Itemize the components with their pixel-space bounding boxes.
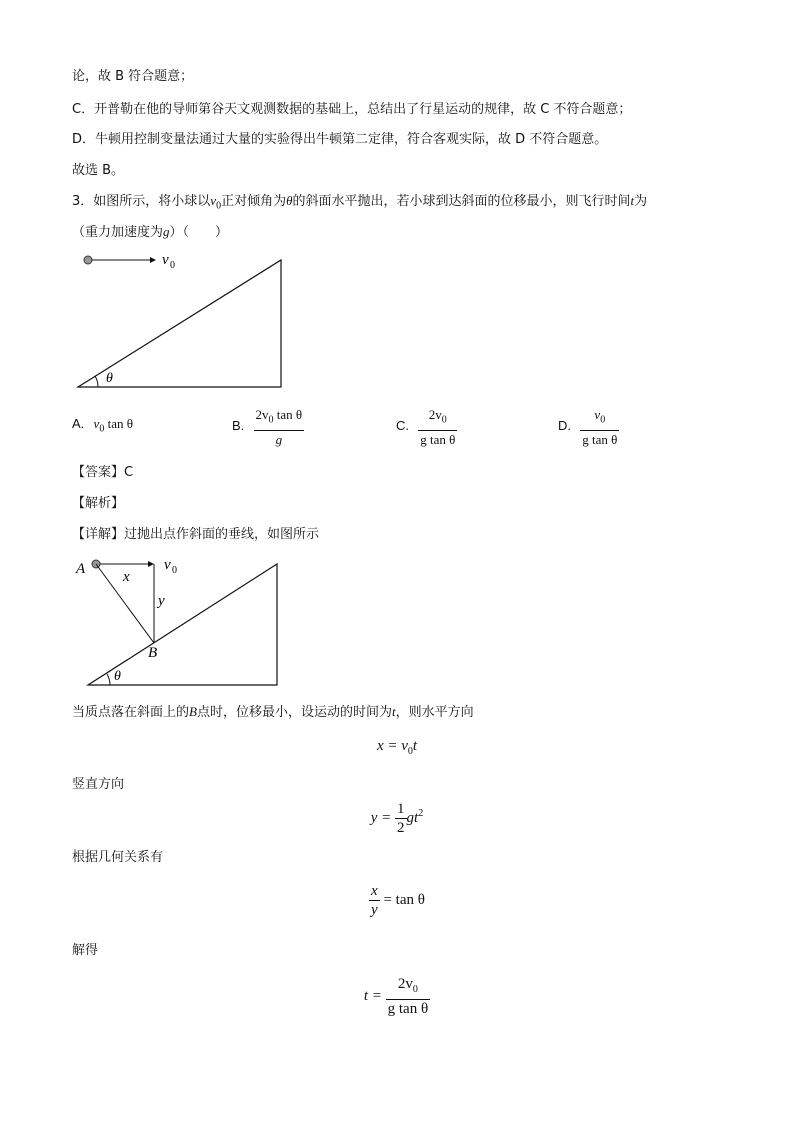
- velocity-arrowhead: [150, 257, 156, 263]
- option-a-label: A.: [72, 416, 85, 431]
- option-b-num-b: tan θ: [273, 407, 303, 422]
- option-b-den: g: [275, 431, 283, 447]
- fig1-v-sub: 0: [170, 260, 175, 271]
- eq3-num: x: [371, 883, 378, 899]
- answer-tag: 【答案】: [72, 465, 125, 480]
- option-b-num-a: 2v: [255, 407, 269, 422]
- eq3-fraction: [369, 882, 380, 919]
- solution-t: t: [391, 704, 396, 719]
- eq4-num-a: 2v: [397, 976, 413, 992]
- fig2-label-a: A: [76, 561, 86, 577]
- question-v: v: [210, 193, 217, 208]
- eq1-lhs: x = v: [376, 738, 408, 754]
- text-line-option-c: C．开普勒在他的导师第谷天文观测数据的基础上，总结出了行星运动的规律，故 C 不符合题意；: [72, 102, 632, 117]
- eq2-lhs: y =: [370, 809, 396, 826]
- figure-incline-1: [70, 248, 300, 393]
- eq4-num-sub: 0: [412, 984, 418, 995]
- eq1-sub: 0: [407, 746, 413, 757]
- option-b[interactable]: [232, 406, 304, 449]
- text-line-conclusion: 故选 B。: [72, 163, 125, 178]
- option-b-fraction: [254, 406, 305, 449]
- eq3-rest: = tan θ: [379, 891, 425, 908]
- solution-text-a: 当质点落在斜面上的: [72, 705, 190, 720]
- solution-line-2: 竖直方向: [72, 777, 125, 792]
- equation-horizontal: [0, 738, 794, 757]
- option-c-num-a: 2v: [428, 407, 442, 422]
- eq1-t: t: [412, 738, 418, 754]
- eq4-fraction: [386, 975, 431, 1018]
- eq4-lhs: t =: [363, 987, 386, 1004]
- angle-arc-2: [107, 674, 110, 685]
- analysis-line: [72, 495, 124, 513]
- fig1-theta-label: θ: [106, 371, 113, 386]
- option-c-label: C.: [396, 418, 409, 434]
- option-c-den: g tan θ: [420, 431, 456, 447]
- eq2-sup: 2: [418, 807, 424, 819]
- option-d[interactable]: [558, 406, 619, 449]
- option-a[interactable]: [72, 416, 133, 435]
- solution-line-3: 根据几何关系有: [72, 850, 164, 865]
- eq2-num: 1: [397, 801, 405, 817]
- angle-arc: [95, 376, 98, 387]
- option-a-v: v: [93, 416, 100, 431]
- option-d-fraction: [580, 406, 619, 449]
- eq2-fraction: [395, 800, 407, 837]
- option-d-num-a: v: [594, 407, 601, 422]
- solution-line-4: 解得: [72, 943, 99, 958]
- analysis-tag: 【解析】: [72, 496, 125, 511]
- option-a-sub: 0: [99, 423, 105, 435]
- x-arrowhead: [148, 561, 154, 567]
- fig1-v-label: v: [162, 252, 169, 268]
- option-d-num-sub: 0: [600, 414, 606, 426]
- answer-line: [72, 464, 133, 482]
- option-c-num-sub: 0: [441, 414, 447, 426]
- solution-text-d: ，则水平方向: [395, 705, 474, 720]
- incline-triangle-2: [88, 564, 277, 685]
- question-v-sub: 0: [216, 200, 222, 212]
- question-text-a: 3．如图所示，将小球以: [72, 194, 211, 209]
- figure-incline-2: [70, 552, 285, 692]
- fig2-label-x: x: [123, 569, 130, 585]
- equation-geometry: [0, 882, 794, 919]
- option-c-fraction: [418, 406, 457, 449]
- question-t: t: [630, 193, 635, 208]
- fig2-label-y: y: [158, 593, 165, 609]
- eq3-den: y: [371, 902, 378, 918]
- solution-text-c: 点时，位移最小，设运动的时间为: [196, 705, 392, 720]
- question-text-c: 的斜面水平抛出，若小球到达斜面的位移最小，则飞行时间: [292, 194, 631, 209]
- question-line-2: [72, 223, 228, 242]
- equation-vertical: [0, 800, 794, 837]
- fig2-label-theta: θ: [114, 669, 121, 684]
- detail-text: 过抛出点作斜面的垂线，如图所示: [124, 527, 320, 542]
- detail-line: [72, 526, 319, 544]
- question-line-1: [72, 192, 647, 216]
- option-a-rest: tan θ: [104, 416, 133, 431]
- option-b-num-sub: 0: [268, 414, 274, 426]
- question2-text-b: ）（ ）: [169, 225, 229, 240]
- detail-tag: 【详解】: [72, 527, 125, 542]
- incline-triangle: [78, 260, 281, 387]
- fig2-label-v: v: [164, 557, 171, 573]
- fig2-label-v-sub: 0: [172, 565, 177, 576]
- option-d-label: D.: [558, 418, 571, 434]
- answer-value: C: [124, 465, 134, 480]
- option-b-label: B.: [232, 418, 245, 434]
- solution-line-1: [72, 703, 474, 722]
- option-d-den: g tan θ: [582, 431, 618, 447]
- option-c[interactable]: [396, 406, 457, 449]
- eq2-den: 2: [397, 820, 405, 836]
- eq4-den: g tan θ: [387, 1001, 429, 1017]
- text-line-option-d: D．牛顿用控制变量法通过大量的实验得出牛顿第二定律，符合客观实际，故 D 不符合题意。: [72, 132, 608, 147]
- question-theta: θ: [286, 193, 293, 208]
- question-text-b: 正对倾角为: [221, 194, 287, 209]
- eq2-rest: gt: [406, 809, 419, 826]
- question-text-d: 为: [634, 194, 648, 209]
- question2-g: g: [163, 224, 170, 239]
- question2-text-a: （重力加速度为: [72, 225, 164, 240]
- fig2-label-b: B: [148, 645, 158, 661]
- text-line-1: 论，故 B 符合题意；: [72, 69, 194, 84]
- equation-result: [0, 975, 794, 1018]
- solution-b: B: [189, 704, 197, 719]
- ball-icon: [84, 256, 92, 264]
